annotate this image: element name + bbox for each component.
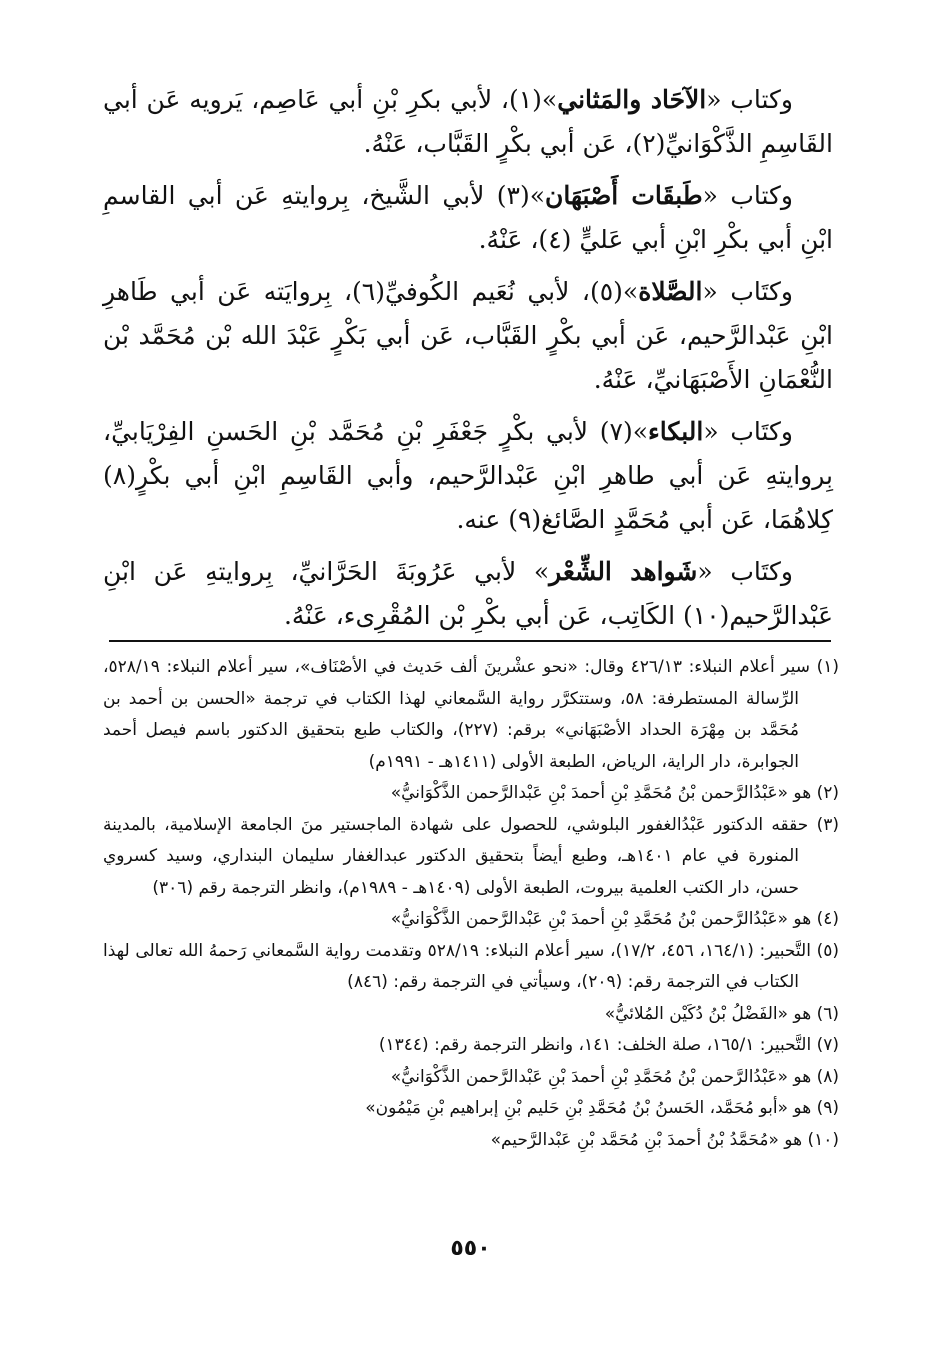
footnote-5: (٥) التَّحبير: (١٦٤/١، ٤٥٦، ١٧/٢)، سير أعلام النبلاء: ٥٢٨/١٩ وتقدمت رواية السَّمعاني رَحمهُ الله تعالى لهذا الكتاب في الترجمة رقم: (٢٠٩)، وسيأتي في الترجمة رقم: (٨٤٦): [103, 940, 840, 992]
paragraph-text: وكتاب «: [706, 85, 793, 114]
paragraph-text: »(٣) لأبي الشَّيخ، بِروايتهِ عَن أبي القاسمِ ابْنِ أبي بكْرِ ابْنِ أبي عَليٍّ (٤)، عَنْهُ.: [103, 181, 833, 254]
footnote-1: (١) سير أعلام النبلاء: ٤٢٦/١٣ وقال: «نحو عشْرينَ ألف حَديث في الأصْنَاف»، سير أعلام النبلاء: ٥٢٨/١٩، الرِّسالة المستطرفة: ٥٨، وستتكرَّر رواية السَّمعاني لهذا الكتاب في ترجمة «الحسن بن أحمد بن مُحَمَّد بن مِهْرَة الحداد الأصْبَهَاني» برقم: (٢٢٧)، والكتاب طبع بتحقيق الدكتور باسم فيصل أحمد الجوابرة، دار الراية، الرياض، الطبعة الأولى (١٤١١هـ - ١٩٩١م): [103, 657, 839, 772]
book-title: طَبقَات أَصْبَهَان: [545, 181, 703, 210]
footnote-6: (٦) هو «الفَضْلُ بْنُ دُكَيْن المُلائيُّ»: [604, 1003, 839, 1024]
book-title: شَواهد الشِّعْر: [549, 557, 698, 586]
footnote-4: (٤) هو «عَبْدُالرَّحمن بْنُ مُحَمَّدِ بْنِ أحمدَ بْنِ عَبْدالرَّحمن الذَّكْوَانيُّ»: [390, 909, 839, 929]
page-number: ٥٥٠: [450, 1236, 491, 1261]
paragraph-5: [103, 550, 833, 638]
paragraph-text: »(٥)، لأبي نُعَيم الكُوفيِّ(٦)، بِروايَته عَن أبي طَاهرِ ابْنِ عَبْدالرَّحيم، عَن أبي بكْرٍ القَبَّاب، عَن أبي بَكْرٍ عَبْدَ الله بْن مُحَمَّد بْن النُّعْمَانِ الأَصْبَهَانيِّ، عَنْهُ.: [103, 277, 833, 394]
paragraph-text: وكتاب «: [702, 181, 793, 210]
footnote-3: (٣) حققه الدكتور عَبْدُالغفور البلوشي، للحصول على شهادة الماجستير منَ الجامعة الإسلامية، بالمدينة المنورة في عام ١٤٠١هـ، وطبع أيضاً بتحقيق الدكتور عبدالغفار سليمان البنداري، وسيد كسروي حسن، دار الكتب العلمية بيروت، الطبعة الأولى (١٤٠٩هـ - ١٩٨٩م)، وانظر الترجمة رقم (٣٠٦): [103, 814, 839, 898]
footnote-8: (٨) هو «عَبْدُالرَّحمن بْنُ مُحَمَّدِ بْنِ أحمدَ بْنِ عَبْدالرَّحمن الذَّكْوَانيُّ»: [390, 1066, 839, 1087]
paragraph-text: وكتَاب «: [703, 417, 793, 446]
footnote-separator: [109, 640, 831, 642]
paragraph-text: وكتَاب «: [697, 557, 793, 586]
book-title: البكاء: [648, 417, 704, 446]
main-text: [103, 78, 833, 646]
book-title: الصَّلاة: [638, 277, 703, 306]
paragraph-2: [103, 174, 833, 262]
paragraph-text: » لأبي عَرُوبَةَ الحَرَّانيِّ، بِروايتهِ عَن ابْنِ عَبْدالرَّحيم(١٠) الكَاتِب، عَن أبي بكْرِ بْن المُقْرِىء، عَنْهُ.: [103, 557, 833, 630]
footnote-10: (١٠) هو «مُحَمَّدُ بْنُ أحمدَ بْنِ مُحَمَّد بْنِ عَبْدالرَّحيم»: [490, 1129, 839, 1150]
paragraph-text: »(١)، لأبي بكرِ بْنِ أبي عَاصِم، يَرويه عَن أبي القَاسِمِ الذَّكْوَانيِّ(٢)، عَن أبي بكْرٍ القَبَّاب، عَنْهُ.: [103, 85, 833, 158]
paragraph-text: »(٧) لأبي بكْرٍ جَعْفَرِ بْنِ مُحَمَّد بْنِ الحَسنِ الفِرْيَابيِّ، بِروايتهِ عَن أبي طاهرِ ابْنِ عَبْدالرَّحيم، وأبي القَاسِمِ ابْنِ أبي بكْرٍ(٨) كِلاهُمَا، عَن أبي مُحَمَّدٍ الصَّائغ(٩) عنه.: [103, 417, 833, 534]
footnote-7: (٧) التَّحبير: ١٦٥/١، صلة الخلف: ١٤١، وانظر الترجمة رقم: (١٣٤٤): [378, 1035, 839, 1055]
footnote-2: (٢) هو «عَبْدُالرَّحمن بْنُ مُحَمَّدِ بْنِ أحمدَ بْنِ عَبْدالرَّحمن الذَّكْوَانيُّ»: [390, 783, 839, 803]
paragraph-4: [103, 410, 833, 542]
footnote-9: (٩) هو «أبو مُحَمَّد، الحَسنُ بْنُ مُحَمَّدِ بْنِ حَليم بْنِ إبراهيم بْنِ مَيْمُون»: [365, 1098, 839, 1118]
footnotes: [103, 652, 839, 1156]
paragraph-3: [103, 270, 833, 402]
paragraph-text: وكتَاب «: [702, 277, 793, 306]
book-title: الآحَاد والمَثاني: [557, 85, 707, 114]
paragraph-1: [103, 78, 833, 166]
